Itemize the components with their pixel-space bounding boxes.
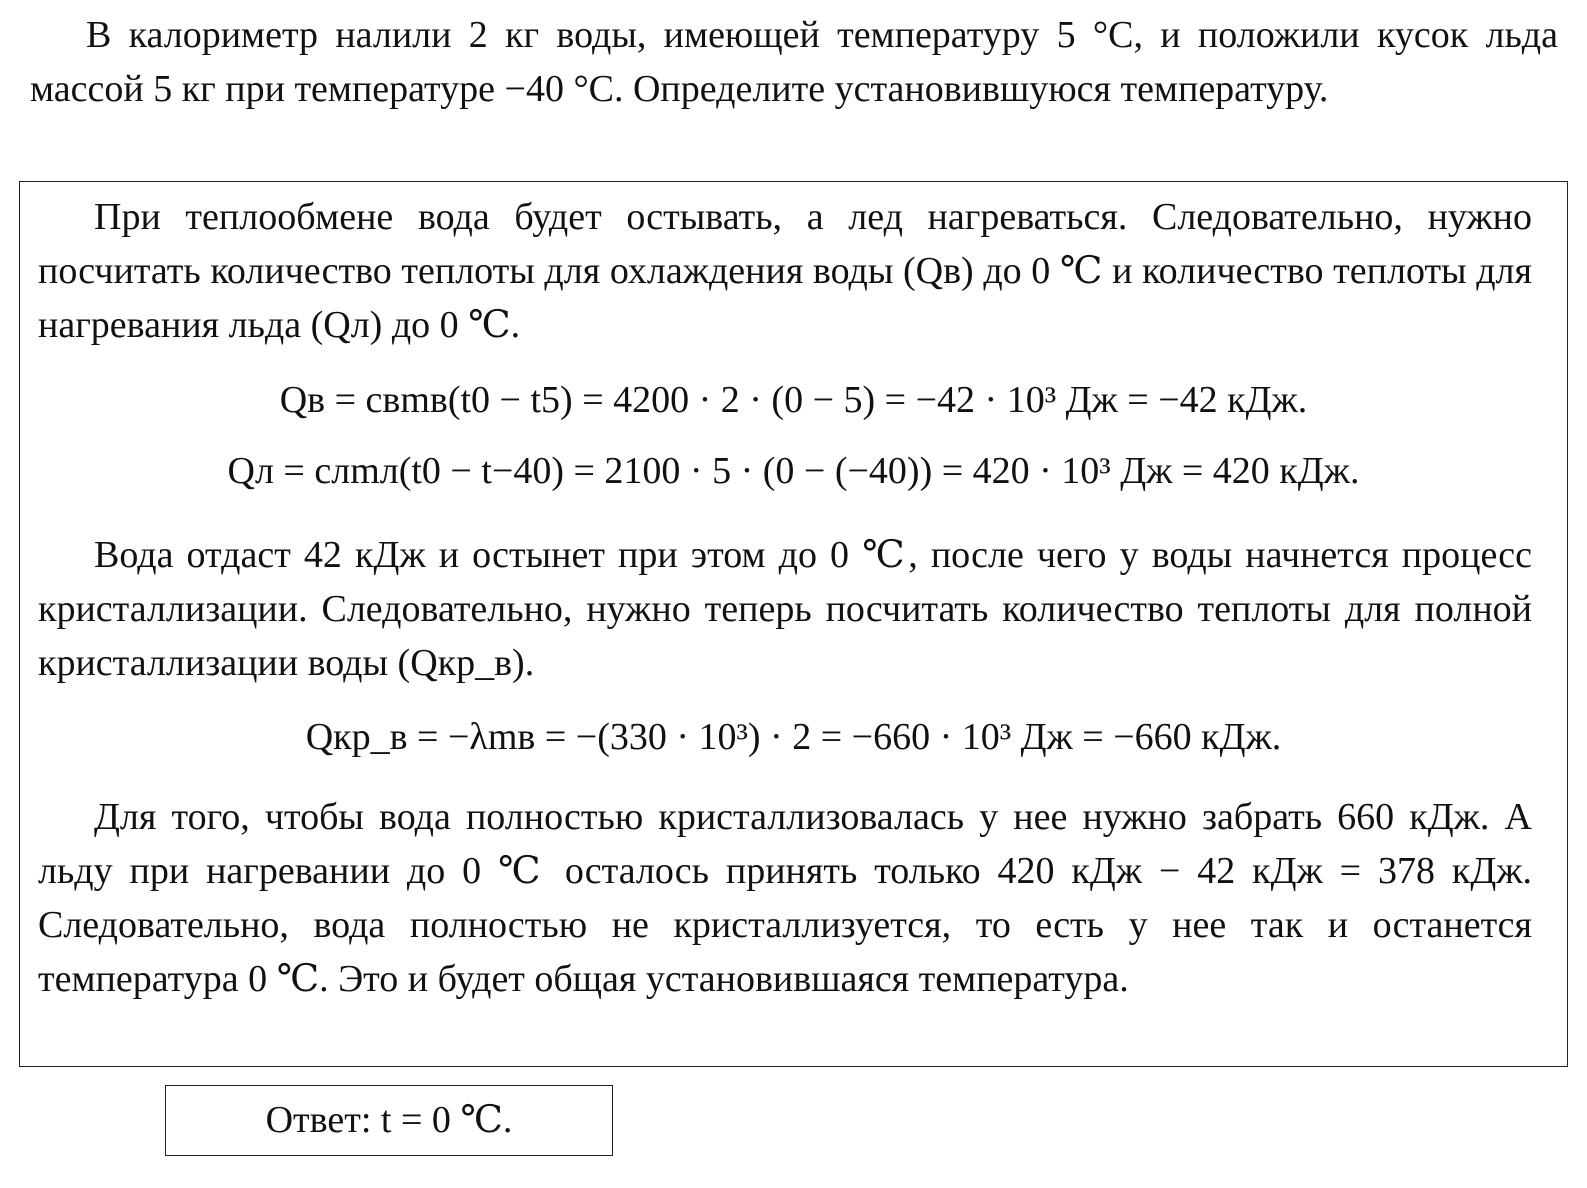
- solution-paragraph-2: Вода отдаст 42 кДж и остынет при этом до 0 ℃, после чего у воды начнется процесс кристаллизации. Следовательно, нужно теперь посчитать количество теплоты для полной кристаллизации воды (Qкр_в).: [38, 534, 1532, 684]
- equation-ice-heat: Qл = cлmл(t0 − t−40) = 2100 · 5 · (0 − (−40)) = 420 · 10³ Дж = 420 кДж.: [227, 450, 1360, 492]
- solution-paragraph-1: При теплообмене вода будет остывать, а лед нагреваться. Следовательно, нужно посчитать количество теплоты для охлаждения воды (Qв) до 0 ℃ и количество теплоты для нагревания льда (Qл) до 0 ℃.: [38, 196, 1532, 346]
- solution-paragraph-3: Для того, чтобы вода полностью кристаллизовалась у нее нужно забрать 660 кДж. А льду при нагревании до 0 ℃ осталось принять только 420 кДж − 42 кДж = 378 кДж. Следовательно, вода полностью не кристаллизуется, то есть у нее так и останется температура 0 ℃. Это и будет общая установившаяся температура.: [38, 796, 1532, 1000]
- equation-crystallization: Qкр_в = −λmв = −(330 · 10³) · 2 = −660 · 10³ Дж = −660 кДж.: [305, 716, 1282, 758]
- answer-box: Ответ: t = 0 ℃.: [165, 1085, 613, 1156]
- problem-statement: В калориметр налили 2 кг воды, имеющей температуру 5 °С, и положили кусок льда массой 5 кг при температуре −40 °С. Определите установившуюся температуру.: [30, 14, 1558, 110]
- solution-box: [19, 181, 1568, 1067]
- equation-water-heat: Qв = cвmв(t0 − t5) = 4200 · 2 · (0 − 5) = −42 · 10³ Дж = −42 кДж.: [279, 379, 1308, 421]
